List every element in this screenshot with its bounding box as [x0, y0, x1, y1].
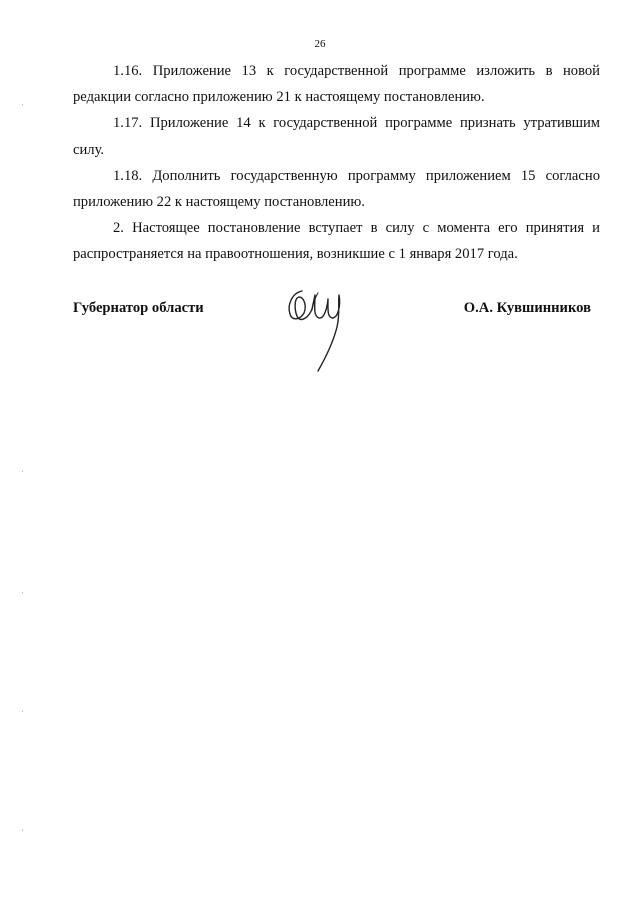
- signatory-title: Губернатор области: [73, 300, 204, 316]
- scan-edge-mark: [22, 592, 23, 594]
- scan-edge-mark: [22, 470, 23, 472]
- document-body: [73, 58, 600, 268]
- paragraph-2: 2. Настоящее постановление вступает в силу с момента его принятия и распространяется на правоотношения, возникшие с 1 января 2017 года.: [73, 220, 600, 263]
- signatory-name: О.А. Кувшинников: [463, 300, 591, 316]
- scan-edge-mark: [22, 829, 23, 831]
- scan-edge-mark: [22, 104, 23, 106]
- paragraph-1-17: 1.17. Приложение 14 к государственной программе признать утратившим силу.: [73, 115, 600, 158]
- paragraph-1-16: 1.16. Приложение 13 к государственной программе изложить в новой редакции согласно приложению 21 к настоящему постановлению.: [73, 63, 600, 106]
- paragraph-1-18: 1.18. Дополнить государственную программу приложением 15 согласно приложению 22 к настоящему постановлению.: [73, 167, 600, 211]
- handwritten-signature: [282, 281, 346, 373]
- page-number: 26: [314, 38, 326, 50]
- scan-edge-mark: [22, 710, 23, 712]
